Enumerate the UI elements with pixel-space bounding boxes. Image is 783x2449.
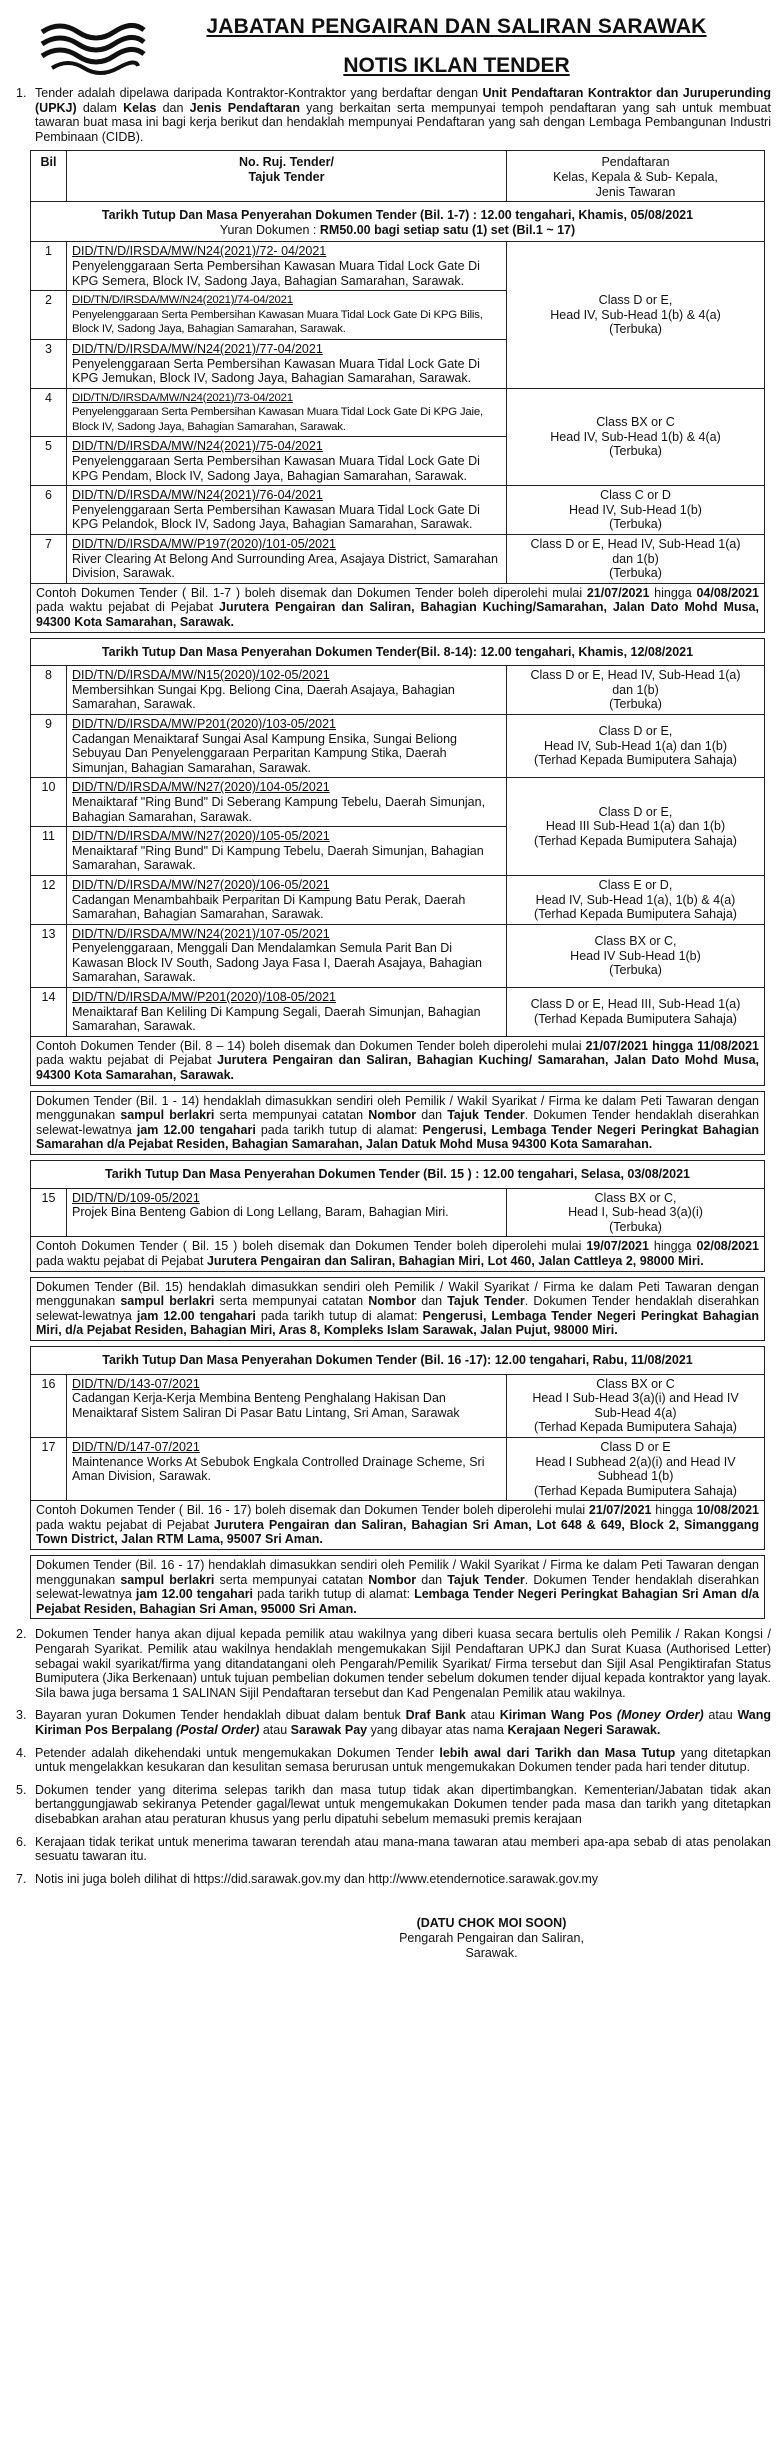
text-bold: Unit Pendaftaran Kontraktor dan Juruperunding (UPKJ) (35, 86, 771, 115)
note-row (31, 1556, 765, 1619)
row-kelas (507, 714, 765, 777)
section-header (31, 638, 765, 666)
tender-title: Penyelenggaraan Serta Pembersihan Kawasan Muara Tidal Lock Gate Di KPG Jaie, Block IV, Sadong Jaya, Bahagian Samarahan, Sarawak. (72, 406, 483, 433)
row-kelas (507, 988, 765, 1037)
section-title: Tarikh Tutup Dan Masa Penyerahan Dokumen Tender(Bil. 8-14): 12.00 tengahari, Khamis, 12/08/2021 (101, 644, 694, 659)
text-bold: Sarawak Pay (290, 1723, 368, 1737)
list-item (0, 1708, 783, 1737)
row-bil: 11 (31, 827, 67, 876)
table-row (31, 388, 765, 437)
text-bold: Jurutera Pengairan dan Saliran, Bahagian Miri, Lot 460, Jalan Cattleya 2, 98000 Miri. (206, 1253, 704, 1268)
tender-table (30, 150, 765, 1619)
tender-title: River Clearing At Belong And Surrounding Area, Asajaya District, Samarahan Division, Sarawak. (72, 551, 498, 581)
section-fee (36, 223, 759, 238)
text-bold: Jenis Pendaftaran (189, 100, 300, 115)
row-kelas (507, 778, 765, 876)
section-header (31, 202, 765, 242)
text-bold: 21/07/2021 (588, 1503, 652, 1518)
text: Contoh Dokumen Tender ( Bil. 15 ) boleh disemak dan Dokumen Tender boleh diperolehi mulai (36, 1239, 587, 1254)
kelas-text: Class BX or C, Head I, Sub-head 3(a)(i) (Terbuka) (568, 1190, 703, 1234)
table-row (31, 875, 765, 924)
row-bil: 4 (31, 388, 67, 437)
row-title-cell (67, 1374, 507, 1437)
row-bil: 5 (31, 437, 67, 486)
section-title: Tarikh Tutup Dan Masa Penyerahan Dokumen Tender (Bil. 1-7) : 12.00 tengahari, Khamis, 05/08/2021 (101, 208, 694, 223)
list-item (0, 1746, 783, 1775)
text-bold: lebih awal dari Tarikh dan Masa Tutup (439, 1745, 676, 1760)
text: yang ditetapkan untuk mengelakkan kesukaran dan kesulitan semasa berurusan untuk mengemukakan Dokumen tender pada hari tender ditutup. (35, 1745, 771, 1775)
text: dalam (76, 100, 124, 115)
text: hingga (648, 1239, 697, 1254)
signature-block (200, 1916, 783, 1960)
signatory-title: Pengarah Pengairan dan Saliran, (399, 1930, 584, 1945)
note-text (31, 1237, 765, 1271)
signatory-place: Sarawak. (465, 1945, 518, 1960)
section-title: Tarikh Tutup Dan Masa Penyerahan Dokumen Tender (Bil. 15 ) : 12.00 tengahari, Selasa, 03/08/2021 (105, 1167, 690, 1181)
text: pada waktu pejabat di Pejabat (36, 1517, 214, 1532)
table-row (31, 242, 765, 291)
tender-title: Projek Bina Benteng Gabion di Long Lellang, Baram, Bahagian Miri. (72, 1205, 449, 1220)
text: pada tarikh tutup di alamat: (253, 1587, 415, 1602)
section-row (31, 202, 765, 242)
item-number: 7. (16, 1871, 27, 1886)
row-title-cell (67, 388, 507, 437)
kelas-text: Class D or E, Head IV, Sub-Head 1(a) dan 1(b) (Terhad Kepada Bumiputera Sahaja) (534, 724, 737, 768)
tender-ref-link[interactable]: DID/TN/D/143-07/2021 (72, 1376, 200, 1391)
kelas-text: Class D or E, Head III Sub-Head 1(a) dan 1(b) (Terhad Kepada Bumiputera Sahaja) (534, 804, 737, 848)
row-kelas (507, 666, 765, 715)
kelas-text: Class D or E, Head IV, Sub-Head 1(a) dan 1(b) (Terbuka) (530, 668, 741, 712)
tender-title: Cadangan Menambahbaik Perparitan Di Kampung Batu Perak, Daerah Samarahan, Bahagian Samarahan, Sarawak. (72, 892, 466, 922)
text: yang berkaitan serta mempunyai tempoh pendaftaran yang sah untuk membuat tawaran buat masa ini bagi kerja berikut dan hendaklah mempunyai Pendaftaran yang sah dengan Lembaga Pembangunan Industri Pembinaan (CIDB). (35, 100, 771, 144)
text-bold: RM50.00 bagi setiap satu (1) set (Bil.1 ~ 17) (319, 222, 576, 237)
tender-ref-link[interactable]: DID/TN/D/IRSDA/MW/N27(2020)/105-05/2021 (72, 829, 330, 844)
text-bold: sampul berlakri (120, 1572, 215, 1587)
note-text (31, 1091, 765, 1154)
row-title-cell (67, 827, 507, 876)
note-row (31, 1237, 765, 1271)
signatory-name: (DATU CHOK MOI SOON) (416, 1916, 567, 1931)
table-row (31, 714, 765, 777)
text-bold: 02/08/2021 (696, 1239, 759, 1254)
kelas-text: Class E or D, Head IV, Sub-Head 1(a), 1(b) & 4(a) (Terhad Kepada Bumiputera Sahaja) (534, 877, 737, 922)
header-kel-line: Pendaftaran (601, 155, 670, 170)
item-number: 5. (16, 1782, 27, 1797)
text: Contoh Dokumen Tender ( Bil. 1-7 ) boleh disemak dan Dokumen Tender boleh diperolehi mulai (36, 585, 587, 600)
text-bold: Kiriman Wang Pos (499, 1708, 613, 1723)
text: hingga (651, 1503, 697, 1518)
note-row (31, 1091, 765, 1154)
row-bil: 1 (31, 242, 67, 291)
tender-title: Maintenance Works At Sebubok Engkala Controlled Drainage Scheme, Sri Aman Division, Sarawak. (72, 1454, 485, 1484)
text-bold: Nombor (368, 1294, 417, 1309)
tender-ref-link[interactable]: DID/TN/D/IRSDA/MW/N24(2021)/75-04/2021 (72, 439, 323, 454)
row-title-cell (67, 242, 507, 291)
page-subtitle: NOTIS IKLAN TENDER (343, 54, 570, 77)
header-bil: Bil (31, 151, 67, 202)
text-bold: Kerajaan Negeri Sarawak. (507, 1723, 661, 1737)
text: Petender adalah dikehendaki untuk mengemukakan Dokumen Tender (35, 1745, 440, 1760)
text: yang dibayar atas nama (367, 1723, 508, 1737)
item-number: 3. (16, 1708, 27, 1723)
kelas-text: Class BX or C, Head IV Sub-Head 1(b) (Terbuka) (570, 933, 701, 978)
tender-ref-link[interactable]: DID/TN/D/IRSDA/MW/N24(2021)/76-04/2021 (72, 488, 323, 503)
row-bil: 17 (31, 1437, 67, 1500)
item-number: 2. (16, 1627, 27, 1642)
section-row (31, 638, 765, 666)
text: Dokumen Tender (Bil. 1 - 14) hendaklah dimasukkan sendiri oleh Pemilik / Wakil Syarikat / Firma ke dalam Peti Tawaran dengan menggunakan (36, 1093, 759, 1123)
row-bil: 13 (31, 924, 67, 987)
text: pada tarikh tutup di alamat: (255, 1308, 423, 1323)
text: serta mempunyai catatan (214, 1108, 369, 1123)
text-bold: Wang Kiriman Pos Berpalang (35, 1708, 771, 1737)
kelas-text: Class D or E Head I Subhead 2(a)(i) and Head IV Subhead 1(b) (Terhad Kepada Bumiputera Sahaja) (534, 1439, 737, 1498)
tender-ref-link[interactable]: DID/TN/D/IRSDA/MW/P201(2020)/108-05/2021 (72, 990, 336, 1005)
list-item (0, 1627, 783, 1700)
tender-title: Menaiktaraf Ban Keliling Di Kampung Segali, Daerah Simunjan, Bahagian Samarahan, Sarawak. (72, 1004, 481, 1034)
row-title-cell (67, 486, 507, 535)
section-header (31, 1161, 765, 1189)
text: . Dokumen Tender hendaklah diserahkan selewat-lewatnya (36, 1572, 760, 1602)
row-kelas (507, 535, 765, 584)
header-kel-line: Jenis Tawaran (595, 184, 676, 199)
row-kelas (507, 486, 765, 535)
intro-paragraph (0, 86, 783, 144)
note-text (31, 583, 765, 632)
table-row (31, 1188, 765, 1237)
tender-title: Cadangan Menaiktaraf Sungai Asal Kampung Ensika, Sungai Beliong Sebuyau Dan Penyelenggaraan Perparitan Kampung Stika, Daerah Simunjan, Bahagian Samarahan, Sarawak. (72, 731, 457, 775)
table-row (31, 486, 765, 535)
row-bil: 2 (31, 291, 67, 340)
tender-title: Penyelenggaraan, Menggali Dan Mendalamkan Semula Parit Ban Di Kawasan Block IV South, Sadong Jaya Fasa I, Daerah Asajaya, Bahagian Samarahan, Sarawak. (72, 941, 482, 985)
header (0, 0, 783, 86)
list-item (0, 1872, 783, 1887)
text-bold: 04/08/2021 (696, 585, 759, 600)
tender-ref-link[interactable]: DID/TN/D/IRSDA/MW/N24(2021)/77-04/2021 (72, 341, 323, 356)
text: hingga (649, 585, 697, 600)
text-bold-italic: (Postal Order) (172, 1723, 260, 1737)
text: Bayaran yuran Dokumen Tender hendaklah dibuat dalam bentuk (35, 1708, 406, 1723)
text: dan (416, 1294, 448, 1309)
row-bil: 6 (31, 486, 67, 535)
row-title-cell (67, 778, 507, 827)
row-bil: 10 (31, 778, 67, 827)
row-title-cell (67, 535, 507, 584)
row-title-cell (67, 1437, 507, 1500)
row-title-cell (67, 666, 507, 715)
tender-ref-link[interactable]: DID/TN/D/IRSDA/MW/N27(2020)/104-05/2021 (72, 780, 330, 795)
kelas-text: Class BX or C Head IV, Sub-Head 1(b) & 4(a) (Terbuka) (550, 415, 721, 459)
table-row (31, 666, 765, 715)
note-row (31, 1501, 765, 1550)
row-bil: 8 (31, 666, 67, 715)
text: . Dokumen Tender hendaklah diserahkan selewat-lewatnya (36, 1294, 760, 1323)
tender-ref-link[interactable]: DID/TN/D/IRSDA/MW/P201(2020)/103-05/2021 (72, 716, 336, 731)
tender-title: Menaiktaraf "Ring Bund" Di Seberang Kampung Tebelu, Daerah Simunjan, Bahagian Samarahan, Sarawak. (72, 794, 486, 824)
text-bold-italic: (Money Order) (612, 1708, 704, 1723)
text-bold: jam 12.00 tengahari (136, 1308, 256, 1323)
table-row (31, 1437, 765, 1500)
text: dan (416, 1108, 448, 1123)
text: Dokumen Tender (Bil. 16 - 17) hendaklah dimasukkan sendiri oleh Pemilik / Wakil Syarikat / Firma ke dalam Peti Tawaran dengan menggunakan (36, 1558, 759, 1587)
text: Contoh Dokumen Tender (Bil. 8 – 14) boleh disemak dan Dokumen Tender boleh diperolehi mulai (36, 1038, 586, 1053)
row-title-cell (67, 1188, 507, 1237)
row-bil: 7 (31, 535, 67, 584)
tender-title: Penyelenggaraan Serta Pembersihan Kawasan Muara Tidal Lock Gate Di KPG Pelandok, Block IV, Sadong Jaya, Bahagian Samarahan, Sarawak. (72, 502, 480, 532)
header-ruj (67, 151, 507, 202)
row-kelas (507, 1374, 765, 1437)
text-bold: jam 12.00 tengahari (136, 1122, 256, 1137)
page-title: JABATAN PENGAIRAN DAN SALIRAN SARAWAK (206, 15, 707, 38)
text: Dokumen Tender (Bil. 15) hendaklah dimasukkan sendiri oleh Pemilik / Wakil Syarikat / Firma ke dalam Peti Tawaran dengan menggunakan (36, 1279, 759, 1309)
header-ruj-line: No. Ruj. Tender/ (239, 155, 334, 170)
text-bold: sampul berlakri (120, 1108, 215, 1123)
note-row (31, 583, 765, 632)
tender-ref-link[interactable]: DID/TN/D/109-05/2021 (72, 1190, 200, 1205)
text: pada waktu pejabat di Pejabat (36, 1253, 207, 1268)
row-bil: 16 (31, 1374, 67, 1437)
text: Tender adalah dipelawa daripada Kontraktor-Kontraktor yang berdaftar dengan (35, 86, 483, 100)
header-kel-line: Kelas, Kepala & Sub- Kepala, (553, 169, 718, 184)
tender-title: Penyelenggaraan Serta Pembersihan Kawasan Muara Tidal Lock Gate Di KPG Pendam, Block IV, Sadong Jaya, Bahagian Samarahan, Sarawak. (72, 454, 480, 483)
text-bold: Jurutera Pengairan dan Saliran, Bahagian Sri Aman, Lot 648 & 649, Block 2, Simanggang Town District, Jalan RTM Lama, 95007 Sri Aman. (36, 1517, 759, 1547)
row-bil: 9 (31, 714, 67, 777)
text: Dokumen tender yang diterima selepas tarikh dan masa tutup tidak akan dipertimbangkan. Kementerian/Jabatan tidak akan bertanggungjawab sekiranya Petender gagal/lewat untuk mengemukakan Dokumen tender pada masa dan tarikh yang ditetapkan disebabkan arahan atau peraturan khusus yang perlu dipatuhi sebelum memasuki premis kerajaan (35, 1782, 771, 1826)
text: pada waktu pejabat di Pejabat (36, 1053, 218, 1068)
row-bil: 14 (31, 988, 67, 1037)
text: serta mempunyai catatan (214, 1294, 369, 1309)
row-title-cell (67, 924, 507, 987)
tender-ref-link[interactable]: DID/TN/D/IRSDA/MW/N24(2021)/72- 04/2021 (72, 244, 327, 259)
row-kelas (507, 924, 765, 987)
note-text (31, 1556, 765, 1619)
tender-title: Membersihkan Sungai Kpg. Beliong Cina, Daerah Asajaya, Bahagian Samarahan, Sarawak. (72, 682, 455, 712)
text-bold: Tajuk Tender (447, 1572, 525, 1587)
note-row (31, 1036, 765, 1085)
text: Notis ini juga boleh dilihat di https://did.sarawak.gov.my dan http://www.etendernotice.sarawak.gov.my (35, 1871, 599, 1886)
text: serta mempunyai catatan (214, 1572, 369, 1587)
tender-title: Menaiktaraf "Ring Bund" Di Kampung Tebelu, Daerah Simunjan, Bahagian Samarahan, Sarawak. (72, 843, 484, 873)
tender-title: Cadangan Kerja-Kerja Membina Benteng Penghalang Hakisan Dan Menaiktaraf Sistem Saliran Di Pasar Batu Lintang, Sri Aman, Sarawak (72, 1391, 460, 1420)
item-number: 6. (16, 1834, 27, 1849)
row-title-cell (67, 714, 507, 777)
text: atau (259, 1723, 291, 1737)
row-kelas (507, 242, 765, 388)
text: atau (703, 1708, 738, 1723)
row-bil: 3 (31, 339, 67, 388)
text-bold: Jurutera Pengairan dan Saliran, Bahagian Kuching/Samarahan, Jalan Dato Mohd Musa, 94300 Kota Samarahan, Sarawak. (36, 600, 759, 629)
section-header (31, 1346, 765, 1374)
section-row (31, 1346, 765, 1374)
tender-ref-link[interactable]: DID/TN/D/IRSDA/MW/N27(2020)/106-05/2021 (72, 877, 330, 892)
kelas-text: Class C or D Head IV, Sub-Head 1(b) (Terbuka) (569, 488, 702, 532)
kelas-text: Class D or E, Head III, Sub-Head 1(a) (Terhad Kepada Bumiputera Sahaja) (530, 997, 741, 1026)
text-bold: jam 12.00 tengahari (135, 1587, 254, 1602)
tender-ref-link[interactable]: DID/TN/D/IRSDA/MW/N15(2020)/102-05/2021 (72, 668, 330, 683)
tender-title: Penyelenggaraan Serta Pembersihan Kawasan Muara Tidal Lock Gate Di KPG Jemukan, Block IV, Sadong Jaya, Bahagian Samarahan, Sarawak. (72, 356, 480, 386)
text-bold: 10/08/2021 (696, 1503, 759, 1518)
text: Yuran Dokumen : (219, 222, 320, 237)
text-bold: Nombor (368, 1572, 417, 1587)
tender-ref-link[interactable]: DID/TN/D/IRSDA/MW/P197(2020)/101-05/2021 (72, 537, 336, 552)
row-title-cell (67, 875, 507, 924)
row-kelas (507, 875, 765, 924)
table-row (31, 924, 765, 987)
kelas-text: Class D or E, Head IV, Sub-Head 1(b) & 4(a) (Terbuka) (550, 293, 721, 337)
text-bold: Draf Bank (405, 1708, 466, 1723)
header-kelas (507, 151, 765, 202)
item-number: 4. (16, 1745, 27, 1760)
table-row (31, 778, 765, 827)
text-bold: Kelas (123, 100, 157, 115)
note-text (31, 1277, 765, 1340)
kelas-text: Class D or E, Head IV, Sub-Head 1(a) dan 1(b) (Terbuka) (530, 537, 741, 581)
row-kelas (507, 388, 765, 486)
text: Kerajaan tidak terikat untuk menerima tawaran terendah atau mana-mana tawaran atau memberi apa-apa sebab di atas penolakan sesuatu tawaran itu. (35, 1834, 771, 1864)
row-bil: 15 (31, 1188, 67, 1237)
tender-title: Penyelenggaraan Serta Pembersihan Kawasan Muara Tidal Lock Gate Di KPG Bilis, Block IV, Sadong Jaya, Bahagian Samarahan, Sarawak. (72, 308, 483, 336)
text-bold: sampul berlakri (120, 1294, 215, 1309)
row-title-cell (67, 988, 507, 1037)
tender-ref-link[interactable]: DID/TN/D/IRSDA/MW/N24(2021)/107-05/2021 (72, 926, 330, 941)
text-bold: Tajuk Tender (447, 1294, 525, 1309)
text-bold: Pengerusi, Lembaga Tender Negeri Peringkat Bahagian Samarahan d/a Pejabat Residen, Bahagian Samarahan, Jalan Datuk Mohd Musa 94300 Kota Samarahan. (36, 1122, 760, 1152)
tender-title: Penyelenggaraan Serta Pembersihan Kawasan Muara Tidal Lock Gate Di KPG Semera, Block IV, Sadong Jaya, Bahagian Samarahan, Sarawak. (72, 258, 480, 288)
text: atau (465, 1708, 500, 1723)
list-item (0, 1783, 783, 1827)
note-row (31, 1277, 765, 1340)
text: pada waktu pejabat di Pejabat (36, 600, 220, 615)
list-item (0, 1835, 783, 1864)
text-bold: Jurutera Pengairan dan Saliran, Bahagian Kuching/ Samarahan, Jalan Dato Mohd Musa, 94300 Kota Samarahan, Sarawak. (36, 1053, 759, 1083)
tender-ref-link[interactable]: DID/TN/D/147-07/2021 (72, 1439, 200, 1454)
tender-ref-link[interactable]: DID/TN/D/IRSDA/MW/N24(2021)/73-04/2021 (72, 391, 293, 404)
text: pada tarikh tutup di alamat: (255, 1122, 423, 1137)
text-bold: 21/07/2021 hingga 11/08/2021 (585, 1038, 759, 1053)
text: dan (416, 1572, 448, 1587)
section-row (31, 1161, 765, 1189)
text-bold: Tajuk Tender (447, 1108, 525, 1123)
table-row (31, 988, 765, 1037)
table-header-row (31, 151, 765, 202)
kelas-text: Class BX or C Head I Sub-Head 3(a)(i) and Head IV Sub-Head 4(a) (Terhad Kepada Bumiputera Sahaja) (532, 1376, 739, 1435)
text-bold: Lembaga Tender Negeri Peringkat Bahagian Sri Aman d/a Pejabat Residen, Bahagian Sri Aman, 95000 Sri Aman. (36, 1587, 760, 1616)
row-bil: 12 (31, 875, 67, 924)
text: . Dokumen Tender hendaklah diserahkan selewat-lewatnya (36, 1108, 760, 1137)
note-text (31, 1501, 765, 1550)
table-row (31, 1374, 765, 1437)
text: Contoh Dokumen Tender ( Bil. 16 - 17) boleh disemak dan Dokumen Tender boleh diperolehi mulai (36, 1503, 589, 1518)
row-title-cell (67, 437, 507, 486)
text-bold: Pengerusi, Lembaga Tender Negeri Peringkat Bahagian Miri, d/a Pejabat Residen, Bahagian Miri, Aras 8, Kompleks Islam Sarawak, Jalan Pujut, 98000 Miri. (36, 1308, 760, 1338)
row-title-cell (67, 291, 507, 340)
text-bold: 19/07/2021 (586, 1239, 649, 1254)
note-text (31, 1036, 765, 1085)
header-ruj-line: Tajuk Tender (248, 169, 325, 184)
table-row (31, 535, 765, 584)
row-kelas (507, 1188, 765, 1237)
row-kelas (507, 1437, 765, 1500)
tender-ref-link[interactable]: DID/TN/D/IRSDA/MW/N24(2021)/74-04/2021 (72, 294, 293, 307)
item-number: 1. (16, 86, 27, 100)
row-title-cell (67, 339, 507, 388)
text-bold: 21/07/2021 (586, 585, 650, 600)
text: dan (156, 100, 190, 115)
section-title: Tarikh Tutup Dan Masa Penyerahan Dokumen Tender (Bil. 16 -17): 12.00 tengahari, Rabu, 11/08/2021 (102, 1352, 693, 1367)
text: Dokumen Tender hanya akan dijual kepada pemilik atau wakilnya yang diberi kuasa secara bertulis oleh Pemilik / Rakan Kongsi / Pengarah Syarikat. Pemilik atau wakilnya hendaklah mengemukakan Sijil Pendaftaran UPKJ dan Surat Kuasa (Authorised Letter) sebagai wakil syarikat/firma yang ditandatangani oleh Pengarah/Pemilik Syarikat/ Firma tersebut dan Sijil Asal Pengiktirafan Status Bumiputera (Jika Berkenaan) untuk tujuan pembelian dokumen tender sebelum dokumen tender dijual kepada kontraktor yang layak. Sila bawa juga bersama 1 SALINAN Sijil Pendaftaran tersebut dan Kad Pengenalan Pemilik atau wakilnya. (35, 1627, 771, 1700)
text-bold: Nombor (368, 1108, 417, 1123)
